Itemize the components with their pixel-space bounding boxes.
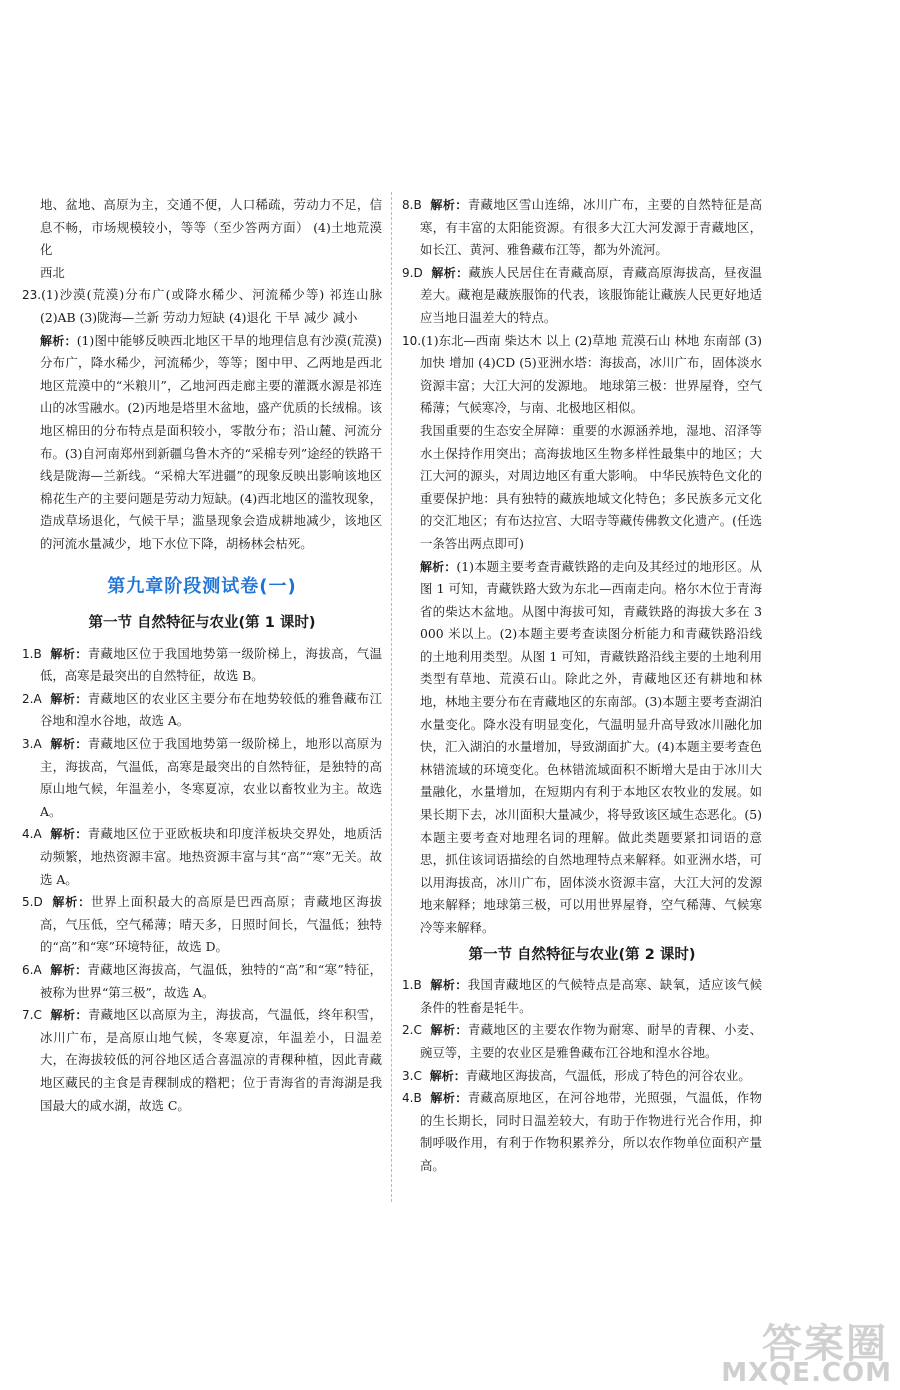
answer-number: 1.B — [402, 978, 422, 993]
answer-item — [22, 643, 382, 688]
answer-number: 8.B — [402, 198, 422, 212]
chapter-title: 第九章阶段测试卷(一) — [107, 575, 297, 597]
analysis-label: 解析： — [50, 737, 88, 752]
analysis-text: 青藏地区海拔高，气温低，形成了特色的河谷农业。 — [465, 1067, 751, 1083]
answer-number: 6.A — [22, 963, 42, 977]
analysis-text: 青藏地区海拔高，气温低，独特的“高”和“寒”特征，被称为世界“第三极”，故选 A。 — [40, 962, 382, 1000]
answer-item — [402, 1065, 762, 1088]
analysis-label: 解析： — [430, 1091, 468, 1106]
analysis-label: 解析： — [429, 1068, 466, 1083]
analysis-label: 解析： — [431, 265, 469, 280]
analysis-text: 藏族人民居住在青藏高原，青藏高原海拔高，昼夜温差大。藏袍是藏族服饰的代表，该服饰能让藏族人民更好地适应当地日温差大的特点。 — [420, 264, 762, 325]
question-number: 10. — [402, 333, 422, 348]
answer-number: 2.A — [22, 691, 42, 706]
answer-extra-text: 我国重要的生态安全屏障：重要的水源涵养地，湿地、沼泽等水土保持作用突出；高海拔地区生物多样性最集中的地区；大江大河的源头，对周边地区有重大影响。 中华民族特色文化的重要保护地：具有独特的藏族地域文化特色；多民族多元文化的交汇地区；有布达拉宫、大昭寺等藏传佛教文化遗产。(任选一条答出两点即可) — [420, 422, 762, 551]
analysis-label: 解析： — [50, 691, 88, 706]
question-10 — [402, 330, 762, 940]
section-title: 第一节 自然特征与农业(第 1 课时) — [88, 615, 316, 632]
analysis-label: 解析： — [420, 559, 457, 574]
column-divider — [391, 192, 392, 1202]
analysis-label: 解析： — [52, 895, 91, 910]
question-number: 23. — [22, 288, 42, 303]
answer-item — [22, 688, 382, 733]
answer-text: (1)东北—西南 柴达木 以上 (2)草地 荒漠石山 林地 东南部 (3)加快 增加 (4)CD (5)亚洲水塔：海拔高，冰川广布，固体淡水资源丰富；大江大河的发源地。 地球第三极：世界屋脊，空气稀薄；气候寒冷，与南、北极地区相似。 — [420, 332, 762, 416]
answer-item — [402, 262, 762, 330]
analysis-text: 青藏地区位于我国地势第一级阶梯上，海拔高，气温低，高寒是最突出的自然特征，故选 B。 — [40, 645, 382, 684]
answer-item — [22, 891, 382, 959]
analysis-label: 解析： — [50, 963, 88, 977]
continued-answer — [22, 194, 382, 284]
answer-number: 9.D — [402, 265, 423, 280]
answer-item — [22, 959, 382, 1004]
analysis-label: 解析： — [430, 198, 468, 212]
analysis-label: 解析： — [50, 827, 88, 842]
analysis-label: 解析： — [50, 1008, 88, 1023]
analysis-text: (1)本题主要考查青藏铁路的走向及其经过的地形区。从图 1 可知，青藏铁路大致为东北—西南走向。格尔木位于青海省的柴达木盆地。从图中海拔可知，青藏铁路的海拔大多在 3 000 米以上。(2)本题主要考查读图分析能力和青藏铁路沿线的土地利用类型。从图 1 可知，青藏铁路沿线主要的土地利用类型有草地、荒漠石山。除此之外，青藏地区还有耕地和林地，林地主要分布在青藏地区的东南部。(3)本题主要考查湖泊水量变化。降水没有明显变化，气温明显升高导致冰川融化加快，汇入湖泊的水量增加，导致湖面扩大。(4)本题主要考查色林错流域的环境变化。色林错流域面积不断增大是由于冰川大量融化，水量增加，在短期内有利于本地区农牧业的发展。如果长期下去，冰川面积大量减少，将导致该区域生态恶化。(5)本题主要考查对地理名词的理解。做此类题要紧扣词语的意思，抓住该词语描绘的自然地理特点来解释。如亚洲水塔，可以用海拔高，冰川广布，固体淡水资源丰富，大江大河的发源地来解释；地球第三极，可以用世界屋脊，空气稀薄、气候寒冷等来解释。 — [420, 558, 762, 935]
answer-item — [402, 974, 762, 1019]
answer-number: 1.B — [22, 646, 42, 661]
answer-number: 4.B — [402, 1091, 422, 1106]
analysis-text: 青藏地区以高原为主，海拔高，气温低，终年积雪，冰川广布，是高原山地气候，冬寒夏凉，年温差小，日温差大，在海拔较低的河谷地区适合喜温凉的青稞种植，因此青藏地区藏民的主食是青稞制成的糌粑；位于青海省的青海湖是我国最大的咸水湖，故选 C。 — [40, 1007, 382, 1113]
answer-number: 5.D — [22, 895, 43, 910]
analysis-text: 青藏地区雪山连绵，冰川广布，主要的自然特征是高寒，有丰富的太阳能资源。有很多大江大河发源于青藏地区，如长江、黄河、雅鲁藏布江等，都为外流河。 — [420, 197, 762, 258]
answer-number: 7.C — [22, 1008, 42, 1023]
watermark-logo — [716, 1312, 900, 1390]
watermark-cn: 答案圈 — [762, 1321, 888, 1367]
answer-number: 2.C — [402, 1023, 422, 1038]
answer-number: 3.A — [22, 737, 42, 752]
answer-item — [22, 733, 382, 823]
answer-item — [22, 823, 382, 891]
analysis-text: 青藏地区位于我国地势第一级阶梯上，地形以高原为主，海拔高，气温低，高寒是最突出的自然特征，是独特的高原山地气候，年温差小，冬寒夏凉，农业以畜牧业为主。故选 A。 — [40, 736, 382, 819]
answer-text: (1)沙漠(荒漠)分布广(或降水稀少、河流稀少等) 祁连山脉 (2)AB (3)陇海—兰新 劳动力短缺 (4)退化 干旱 减少 减小 — [40, 287, 382, 325]
question-23 — [22, 284, 382, 555]
answer-number: 4.A — [22, 827, 42, 842]
analysis-text: 青藏地区位于亚欧板块和印度洋板块交界处，地质活动频繁，地热资源丰富。地热资源丰富与其“高”“寒”无关。故选 A。 — [40, 826, 382, 887]
answer-number: 3.C — [402, 1068, 422, 1083]
right-column — [402, 194, 762, 1178]
answer-item — [402, 1019, 762, 1064]
analysis-label: 解析： — [430, 1023, 468, 1038]
analysis-text: 我国青藏地区的气候特点是高寒、缺氧，适应该气候条件的牲畜是牦牛。 — [420, 977, 762, 1015]
analysis-text: 世界上面积最大的高原是巴西高原；青藏地区海拔高，气压低，空气稀薄；晴天多，日照时间长，气温低；独特的“高”和“寒”环境特征，故选 D。 — [40, 894, 382, 955]
analysis-text: 青藏地区的农业区主要分布在地势较低的雅鲁藏布江谷地和湟水谷地，故选 A。 — [40, 690, 382, 729]
analysis-label: 解析： — [50, 646, 88, 661]
analysis-text: 青藏地区的主要农作物为耐寒、耐旱的青稞、小麦、豌豆等，主要的农业区是雅鲁藏布江谷地和湟水谷地。 — [420, 1022, 762, 1060]
section-title: 第一节 自然特征与农业(第 2 课时) — [468, 946, 696, 963]
answer-item — [402, 1087, 762, 1177]
answer-item — [402, 194, 762, 262]
watermark-en: MXQE.COM — [721, 1358, 892, 1388]
analysis-text: 青藏高原地区，在河谷地带，光照强，气温低，作物的生长期长，同时日温差较大，有助于作物进行光合作用，抑制呼吸作用，有利于作物积累养分，所以农作物单位面积产量高。 — [420, 1090, 762, 1173]
continued-line: 地、盆地、高原为主，交通不便，人口稀疏，劳动力不足，信息不畅，市场规模较小，等等（至少答两方面） (4)土地荒漠化 — [40, 197, 382, 258]
continued-line: 西北 — [40, 264, 65, 280]
left-column — [22, 194, 382, 1117]
analysis-label: 解析： — [430, 978, 468, 993]
analysis-text: (1)图中能够反映西北地区干旱的地理信息有沙漠(荒漠)分布广，降水稀少，河流稀少，等等；图中甲、乙两地是西北地区荒漠中的“米粮川”，乙地河西走廊主要的灌溉水源是祁连山的冰雪融水。(2)丙地是塔里木盆地，盛产优质的长绒棉。该地区棉田的分布特点是面积较小，零散分布；沿山麓、河流分布。(3)自河南郑州到新疆乌鲁木齐的“采棉专列”途经的铁路干线是陇海—兰新线。“采棉大军进疆”的现象反映出影响该地区棉花生产的主要问题是劳动力短缺。(4)西北地区的滥牧现象，造成草场退化，气候干旱；滥垦现象会造成耕地减少，该地区的河流水量减少，地下水位下降，胡杨林会枯死。 — [40, 332, 382, 551]
answer-item — [22, 1004, 382, 1117]
analysis-label: 解析： — [40, 333, 77, 348]
